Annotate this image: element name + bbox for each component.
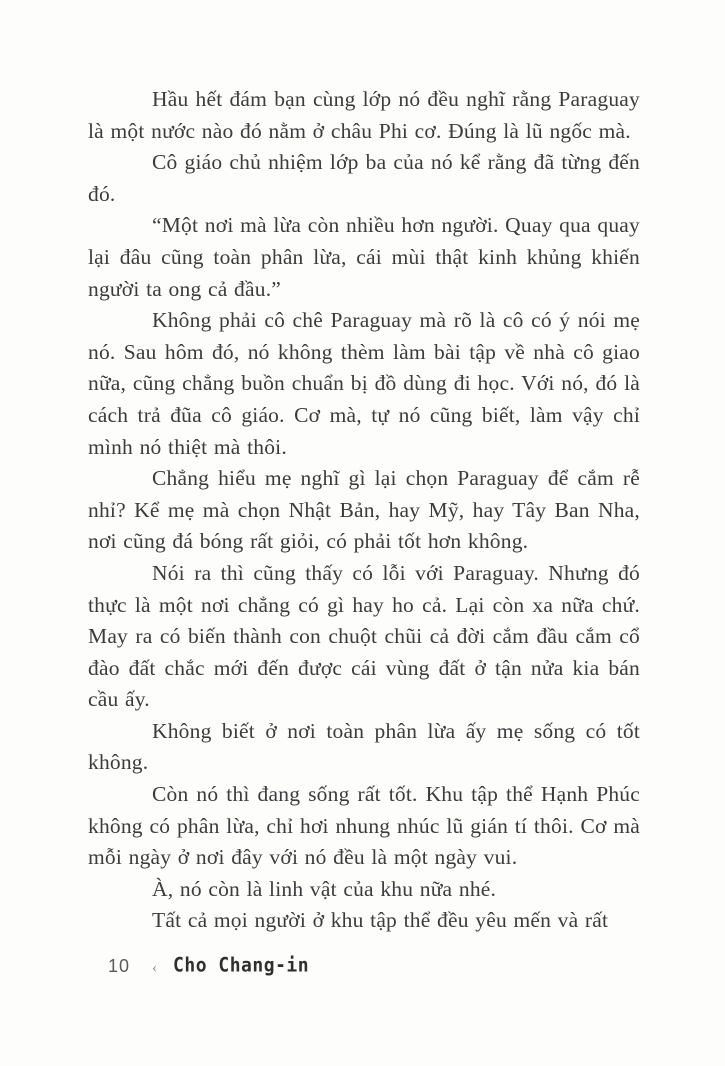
page-number: 10 — [108, 956, 131, 976]
paragraph: Hầu hết đám bạn cùng lớp nó đều nghĩ rằng Paraguay là một nước nào đó nằm ở châu Phi cơ. Đúng là lũ ngốc mà. — [88, 87, 640, 143]
paragraph: Không biết ở nơi toàn phân lừa ấy mẹ sống có tốt không. — [88, 718, 640, 775]
paragraph: “Một nơi mà lừa còn nhiều hơn người. Quay qua quay lại đâu cũng toàn phân lừa, cái mùi thật kinh khủng khiến người ta ong cả đầu.” — [88, 213, 640, 301]
page-footer — [108, 956, 309, 977]
paragraph: Còn nó thì đang sống rất tốt. Khu tập thể Hạnh Phúc không có phân lừa, chỉ hơi nhung nhúc lũ gián tí thôi. Cơ mà mỗi ngày ở nơi đây với nó đều là một ngày vui. — [88, 782, 640, 870]
paragraph: Không phải cô chê Paraguay mà rõ là cô có ý nói mẹ nó. Sau hôm đó, nó không thèm làm bài tập về nhà cô giao nữa, cũng chẳng buồn chuẩn bị đồ dùng đi học. Với nó, đó là cách trả đũa cô giáo. Cơ mà, tự nó cũng biết, làm vậy chỉ mình nó thiệt mà thôi. — [88, 308, 640, 459]
running-title: Cho Chang-in — [173, 954, 310, 977]
paragraph: Cô giáo chủ nhiệm lớp ba của nó kể rằng đã từng đến đó. — [88, 150, 640, 206]
paragraph: À, nó còn là linh vật của khu nữa nhé. — [152, 876, 497, 901]
footer-separator-icon: ‹ — [152, 960, 158, 976]
paragraph: Tất cả mọi người ở khu tập thể đều yêu mến và rất — [152, 908, 609, 933]
paragraph: Nói ra thì cũng thấy có lỗi với Paraguay. Nhưng đó thực là một nơi chẳng có gì hay ho cả. Lại còn xa nữa chứ. May ra có biến thành con chuột chũi cả đời cắm đầu cắm cổ đào đất chắc mới đến được cái vùng đất ở tận nửa kia bán cầu ấy. — [88, 560, 640, 712]
paragraph: Chẳng hiểu mẹ nghĩ gì lại chọn Paraguay để cắm rễ nhỉ? Kể mẹ mà chọn Nhật Bản, hay Mỹ, hay Tây Ban Nha, nơi cũng đá bóng rất giỏi, có phải tốt hơn không. — [88, 466, 640, 554]
body-text-block — [88, 84, 640, 937]
